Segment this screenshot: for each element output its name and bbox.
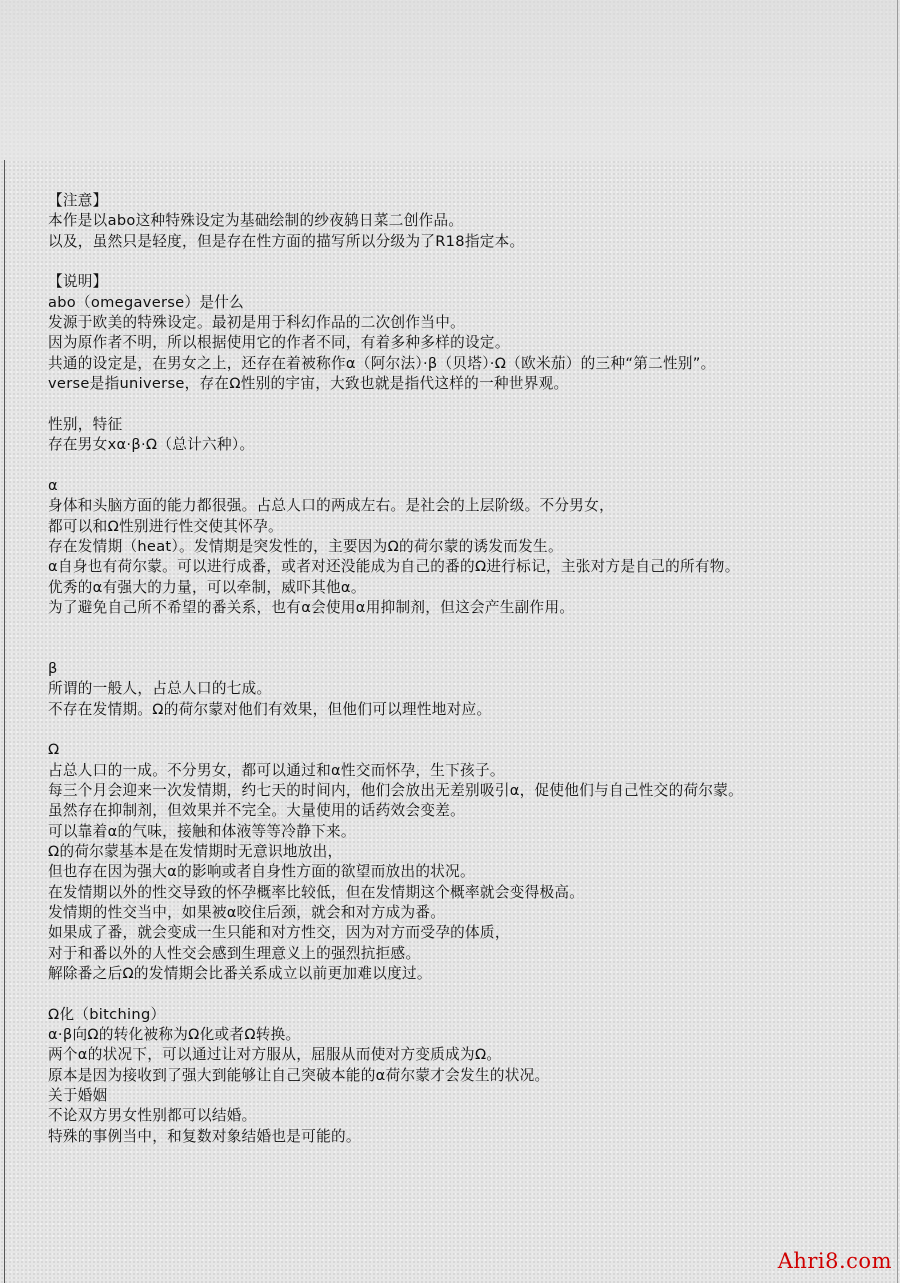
alpha-line: 优秀的α有强大的力量，可以牵制，威吓其他α。 [48,578,366,596]
alpha-line: 都可以和Ω性别进行性交使其怀孕。 [48,517,283,535]
omega-line: 虽然存在抑制剂，但效果并不完全。大量使用的话药效会变差。 [48,802,466,820]
alpha-line: α自身也有荷尔蒙。可以进行成番，或者对还没能成为自己的番的Ω进行标记，主张对方是自己的所有物。 [48,558,740,576]
bitching-line: 两个α的状况下，可以通过让对方服从，屈服从而使对方变质成为Ω。 [48,1046,502,1064]
omega-line: 如果成了番，就会变成一生只能和对方性交，因为对方而受孕的体质， [48,924,510,942]
beta-heading: β [48,659,58,677]
explanation-line: 因为原作者不明，所以根据使用它的作者不同，有着多种多样的设定。 [48,334,510,352]
bitching-line: 原本是因为接收到了强大到能够让自己突破本能的α荷尔蒙才会发生的状况。 [48,1066,550,1084]
beta-line: 所谓的一般人，占总人口的七成。 [48,680,272,698]
omega-line: 发情期的性交当中，如果被α咬住后颈，就会和对方成为番。 [48,904,446,922]
omega-line: 占总人口的一成。不分男女，都可以通过和α性交而怀孕，生下孩子。 [48,761,505,779]
spacer [48,618,893,659]
explanation-line: abo（omegaverse）是什么 [48,293,245,311]
omega-line: 可以靠着α的气味，接触和体液等等冷静下来。 [48,822,356,840]
explanation-line: 发源于欧美的特殊设定。最初是用于科幻作品的二次创作当中。 [48,314,466,332]
spacer [48,252,893,272]
marriage-line: 特殊的事例当中，和复数对象结婚也是可能的。 [48,1127,361,1145]
omega-line: 对于和番以外的人性交会感到生理意义上的强烈抗拒感。 [48,944,421,962]
alpha-line: 存在发情期（heat）。发情期是突发性的，主要因为Ω的荷尔蒙的诱发而发生。 [48,537,563,555]
spacer [48,455,893,475]
bitching-heading: Ω化（bitching） [48,1005,166,1023]
notice-heading: 【注意】 [48,192,108,209]
top-scan-shade [0,0,900,160]
explanation-heading: 【说明】 [48,273,108,291]
omega-line: 但也存在因为强大α的影响或者自身性方面的欲望而放出的状况。 [48,863,475,881]
bitching-line: α·β向Ω的转化被称为Ω化或者Ω转换。 [48,1026,301,1044]
alpha-line: 为了避免自己所不希望的番关系，也有α会使用α用抑制剂，但这会产生副作用。 [48,598,575,616]
page-left-edge [4,160,5,1283]
explanation-line: verse是指universe，存在Ω性别的宇宙，大致也就是指代这样的一种世界观。 [48,375,569,393]
spacer [48,984,893,1004]
spacer [48,720,893,740]
gender-heading: 性别，特征 [48,415,123,433]
omega-line: Ω的荷尔蒙基本是在发情期时无意识地放出， [48,843,343,860]
notice-line: 本作是以abo这种特殊设定为基础绘制的纱夜鸫日菜二创作品。 [48,212,464,230]
page-right-edge [897,0,898,1283]
marriage-line: 不论双方男女性别都可以结婚。 [48,1107,257,1125]
omega-line: 解除番之后Ω的发情期会比番关系成立以前更加难以度过。 [48,965,432,983]
site-watermark: Ahri8.com [777,1249,892,1273]
beta-line: 不存在发情期。Ω的荷尔蒙对他们有效果，但他们可以理性地对应。 [48,700,492,718]
omega-line: 每三个月会迎来一次发情期，约七天的时间内，他们会放出无差别吸引α，促使他们与自己性交的荷尔蒙。 [48,781,744,799]
document-body [48,191,893,1147]
alpha-heading: α [48,476,58,494]
omega-line: 在发情期以外的性交导致的怀孕概率比较低，但在发情期这个概率就会变得极高。 [48,883,585,901]
alpha-line: 身体和头脑方面的能力都很强。占总人口的两成左右。是社会的上层阶级。不分男女， [48,497,614,515]
explanation-line: 共通的设定是，在男女之上，还存在着被称作α（阿尔法）·β（贝塔）·Ω（欧米茄）的三种“第二性别”。 [48,354,716,372]
notice-line: 以及，虽然只是轻度，但是存在性方面的描写所以分级为了R18指定本。 [48,232,525,250]
marriage-heading: 关于婚姻 [48,1087,108,1105]
omega-heading: Ω [48,741,60,759]
gender-line: 存在男女xα·β·Ω（总计六种）。 [48,436,255,454]
spacer [48,394,893,414]
